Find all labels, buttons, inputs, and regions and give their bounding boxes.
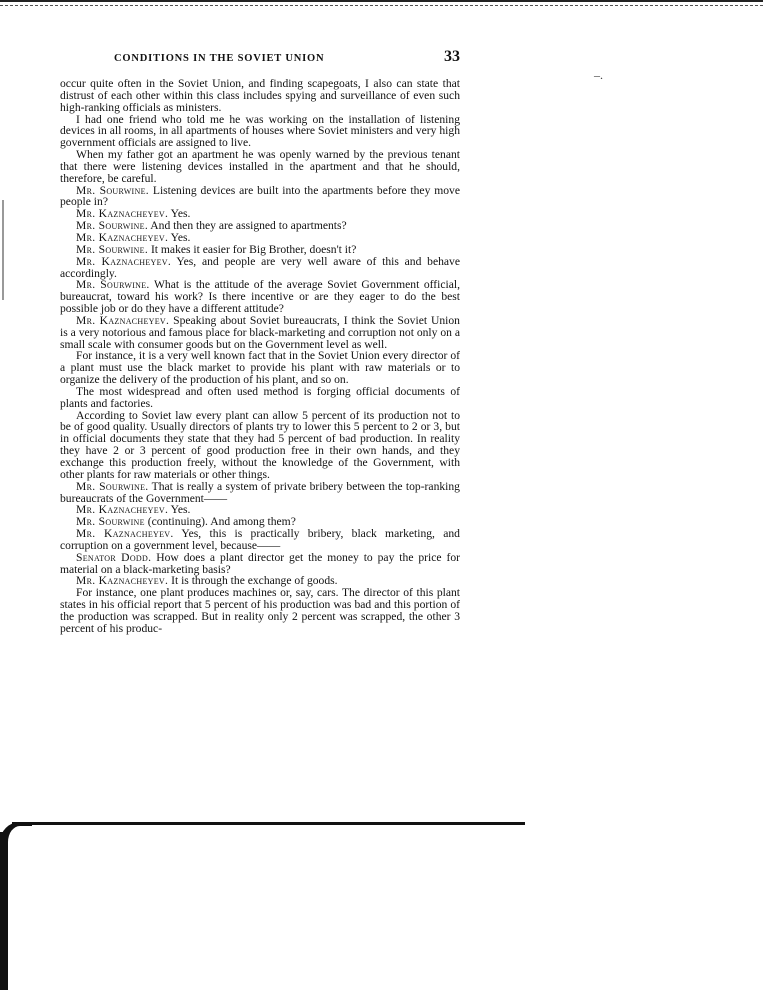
dialogue-line: Mr. Kaznacheyev. Yes, and people are very well aware of this and behave accordingly. bbox=[60, 254, 460, 280]
scan-shadow bbox=[0, 822, 525, 990]
speaker-name: Mr. Kaznacheyev. bbox=[76, 503, 169, 517]
page-number: 33 bbox=[444, 48, 460, 65]
speaker-name: Mr. Kaznacheyev. bbox=[76, 207, 169, 221]
dialogue-line: Mr. Kaznacheyev. Yes. bbox=[76, 230, 191, 244]
speaker-name: Mr. Kaznacheyev. bbox=[76, 230, 169, 244]
dialogue-line: Mr. Sourwine. It makes it easier for Big Brother, doesn't it? bbox=[76, 242, 357, 256]
speaker-name: Mr. Sourwine. bbox=[76, 278, 150, 292]
scan-artifact: –. bbox=[594, 68, 603, 82]
dialogue-line: Senator Dodd. How does a plant director get the money to pay the price for material on a black-marketing basis? bbox=[60, 550, 461, 576]
dialogue-line: Mr. Sourwine. Listening devices are built into the apartments before they move people in? bbox=[60, 183, 460, 209]
paragraph: For instance, it is a very well known fact that in the Soviet Union every director of a plant must use the black market to provide his plant with raw materials or to organize the delivery of the production of his plant, and so on. bbox=[60, 349, 460, 387]
paragraph: I had one friend who told me he was working on the installation of listening devices in all rooms, in all apartments of houses where Soviet ministers and very high government officials are assigned to live. bbox=[60, 112, 460, 150]
speaker-name: Senator Dodd. bbox=[76, 550, 152, 564]
paragraph: The most widespread and often used method is forging official documents of plants and factories. bbox=[60, 384, 460, 410]
scan-edge-mark bbox=[2, 200, 4, 300]
paragraph: For instance, one plant produces machines or, say, cars. The director of this plant states in his official report that 5 percent of his production was bad and this portion of the production was scrapped. But in reality only 2 percent was scrapped, the other 3 percent of his produc- bbox=[60, 586, 460, 635]
paragraph: When my father got an apartment he was openly warned by the previous tenant that there were listening devices installed in the apartment and that he should, therefore, be careful. bbox=[60, 148, 460, 185]
speaker-name: Mr. Kaznacheyev. bbox=[76, 313, 170, 327]
speaker-name: Mr. Kaznacheyev. bbox=[76, 574, 169, 588]
paragraph: According to Soviet law every plant can allow 5 percent of its production not to be of good quality. Usually directors of plants try to lower this 5 percent to 2 or 3, but in official documents they state that they had 5 percent of bad production. In reality they have 2 or 3 percent of good production free in their own hands, and they exchange this production freely, without the knowledge of the Government, with other plants for raw materials or other things. bbox=[60, 408, 460, 481]
dialogue-line: Mr. Kaznacheyev. Yes. bbox=[76, 503, 191, 517]
speaker-name: Mr. Sourwine. bbox=[76, 183, 149, 197]
running-head: CONDITIONS IN THE SOVIET UNION bbox=[114, 53, 325, 64]
body-text bbox=[60, 78, 460, 635]
speaker-name: Mr. Kaznacheyev. bbox=[76, 254, 172, 268]
dialogue-line: Mr. Sourwine. And then they are assigned to apartments? bbox=[76, 219, 347, 233]
dialogue-line: Mr. Sourwine. That is really a system of private bribery between the top-ranking bureaucrats of the Government—— bbox=[60, 479, 460, 505]
speaker-name: Mr. Kaznacheyev. bbox=[76, 527, 174, 541]
dialogue-line: Mr. Kaznacheyev. Yes. bbox=[76, 207, 191, 221]
dialogue-line: Mr. Kaznacheyev. Yes, this is practically bribery, black marketing, and corruption on a government level, because—— bbox=[60, 527, 460, 552]
top-scan-edge bbox=[0, 0, 763, 8]
speaker-name: Mr. Sourwine. bbox=[76, 242, 149, 256]
speaker-name: Mr. Sourwine bbox=[76, 515, 145, 529]
dialogue-line: Mr. Kaznacheyev. It is through the exchange of goods. bbox=[76, 574, 338, 588]
dialogue-line: Mr. Sourwine. What is the attitude of the average Soviet Government official, bureaucrat, toward his work? Is there incentive or are they eager to do the best possible job or do they have a different attitude? bbox=[60, 278, 460, 316]
dialogue-line: Mr. Sourwine (continuing). And among them? bbox=[76, 515, 296, 529]
paragraph: occur quite often in the Soviet Union, and finding scapegoats, I also can state that distrust of each other within this class includes spying and surveillance of even such high-ranking officials as ministers. bbox=[60, 77, 460, 114]
speaker-name: Mr. Sourwine. bbox=[76, 219, 149, 233]
dialogue-line: Mr. Kaznacheyev. Speaking about Soviet bureaucrats, I think the Soviet Union is a very notorious and famous place for black-marketing and corruption not only on a small scale with consumer goods but on the Government level as well. bbox=[60, 313, 460, 351]
speaker-name: Mr. Sourwine. bbox=[76, 479, 149, 493]
page-header bbox=[60, 50, 460, 70]
